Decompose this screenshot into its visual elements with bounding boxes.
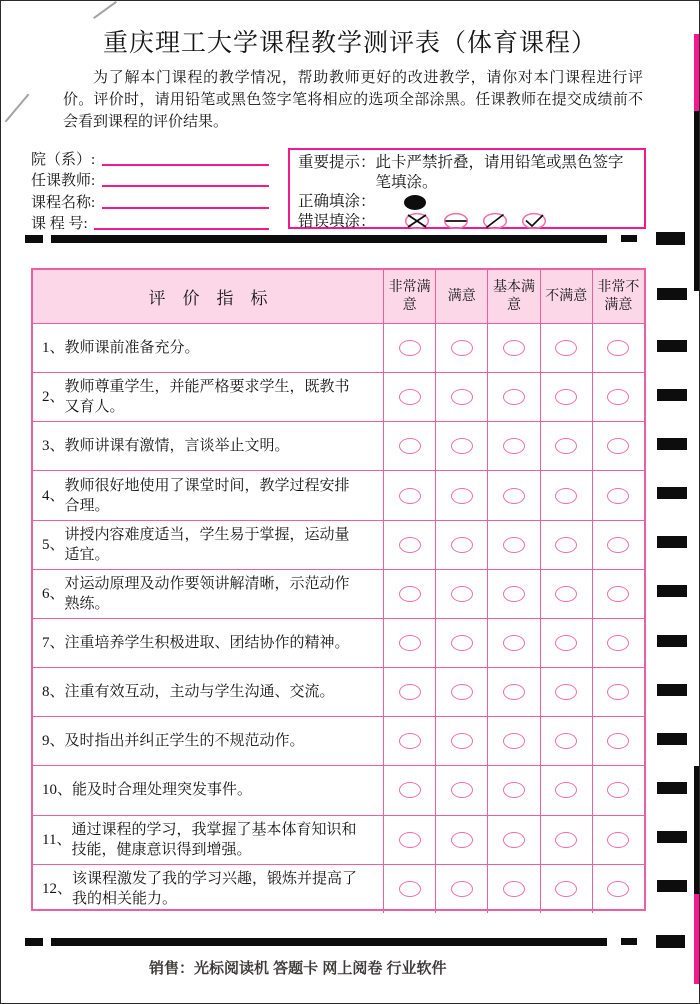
bubble-cell-very-satisfied	[383, 569, 435, 618]
answer-bubble[interactable]	[555, 733, 577, 749]
edge-strip-magenta	[694, 894, 700, 984]
row-criterion-text: 教师很好地使用了课堂时间，教学过程安排合理。	[64, 477, 350, 514]
criterion-cell	[33, 618, 383, 667]
correct-fill-row	[298, 192, 636, 212]
answer-bubble[interactable]	[503, 881, 525, 897]
criterion-cell	[33, 864, 383, 913]
criterion-cell	[33, 323, 383, 372]
answer-bubble[interactable]	[451, 782, 473, 798]
criterion-cell	[33, 667, 383, 716]
field-department	[31, 147, 269, 169]
bubble-cell-satisfied	[435, 421, 487, 470]
row-criterion-text: 通过课程的学习，我掌握了基本体育知识和技能，健康意识得到增强。	[71, 821, 357, 858]
edge-strip-black	[694, 766, 700, 894]
bubble-cell-basically-satisfied	[487, 323, 539, 372]
bubble-cell-basically-satisfied	[487, 520, 539, 569]
bubble-cell-basically-satisfied	[487, 421, 539, 470]
answer-bubble[interactable]	[399, 586, 421, 602]
bubble-cell-basically-satisfied	[487, 372, 539, 421]
answer-bubble[interactable]	[399, 733, 421, 749]
bubble-cell-very-satisfied	[383, 618, 435, 667]
timing-mark	[657, 782, 687, 794]
bubble-cell-very-satisfied	[383, 667, 435, 716]
column-header-very-unsatisfied: 非常不满意	[592, 270, 644, 323]
vendor-footer: 销售：光标阅读机 答题卡 网上阅卷 行业软件	[149, 960, 447, 977]
criteria-header-cell: 评 价 指 标	[33, 270, 383, 323]
answer-bubble[interactable]	[555, 537, 577, 553]
correct-fill-label: 正确填涂：	[298, 193, 376, 210]
row-criterion-text: 教师课前准备充分。	[64, 340, 200, 357]
timing-mark	[656, 935, 685, 948]
wrong-fill-examples	[404, 212, 547, 232]
row-number: 9、	[42, 733, 65, 750]
answer-bubble[interactable]	[607, 340, 629, 356]
bubble-cell-unsatisfied	[540, 520, 592, 569]
answer-bubble[interactable]	[451, 832, 473, 848]
answer-bubble[interactable]	[399, 684, 421, 700]
timing-mark	[657, 635, 687, 647]
bubble-cell-very-satisfied	[383, 864, 435, 913]
bubble-cell-satisfied	[435, 323, 487, 372]
bubble-cell-very-unsatisfied	[592, 372, 644, 421]
bubble-cell-basically-satisfied	[487, 815, 539, 864]
answer-bubble[interactable]	[451, 488, 473, 504]
bubble-cell-unsatisfied	[540, 372, 592, 421]
answer-bubble[interactable]	[607, 782, 629, 798]
answer-bubble[interactable]	[399, 438, 421, 454]
timing-mark	[657, 831, 687, 843]
course-number-input-line[interactable]	[94, 214, 269, 230]
bubble-cell-satisfied	[435, 815, 487, 864]
wrong-fill-row	[298, 212, 636, 232]
row-number: 12、	[42, 880, 73, 897]
answer-bubble[interactable]	[607, 832, 629, 848]
answer-bubble[interactable]	[555, 438, 577, 454]
row-number: 1、	[42, 340, 65, 357]
row-number: 11、	[42, 831, 72, 848]
bubble-cell-unsatisfied	[540, 323, 592, 372]
bubble-cell-satisfied	[435, 864, 487, 913]
bubble-cell-satisfied	[435, 569, 487, 618]
registration-mark	[5, 94, 30, 123]
bubble-cell-very-unsatisfied	[592, 864, 644, 913]
row-criterion-text: 教师讲课有激情，言谈举止文明。	[64, 438, 290, 455]
answer-bubble[interactable]	[399, 340, 421, 356]
horizontal-line-oval-icon	[443, 212, 469, 230]
criterion-cell	[33, 815, 383, 864]
bubble-cell-unsatisfied	[540, 667, 592, 716]
row-criterion-text: 对运动原理及动作要领讲解清晰，示范动作熟练。	[64, 575, 350, 612]
notice-box	[288, 148, 646, 229]
registration-mark	[93, 1, 117, 19]
bubble-cell-basically-satisfied	[487, 618, 539, 667]
answer-bubble[interactable]	[503, 340, 525, 356]
criterion-cell	[33, 569, 383, 618]
timing-mark	[657, 536, 687, 548]
bubble-cell-unsatisfied	[540, 618, 592, 667]
answer-bubble[interactable]	[607, 389, 629, 405]
field-label: 院（系）:	[31, 151, 99, 168]
bubble-cell-unsatisfied	[540, 716, 592, 765]
field-teacher	[31, 169, 269, 191]
instructions-text: 为了解本门课程的教学情况，帮助教师更好的改进教学，请你对本门课程进行评价。评价时，请用铅笔或黑色签字笔将相应的选项全部涂黑。任课教师在提交成绩前不会看到课程的评价结果。	[63, 70, 643, 130]
course-name-input-line[interactable]	[102, 193, 269, 209]
answer-bubble[interactable]	[503, 684, 525, 700]
info-fields	[31, 147, 269, 233]
row-number: 3、	[42, 438, 65, 455]
answer-bubble[interactable]	[555, 782, 577, 798]
bubble-cell-unsatisfied	[540, 470, 592, 519]
bubble-cell-very-satisfied	[383, 716, 435, 765]
bubble-cell-basically-satisfied	[487, 470, 539, 519]
bubble-cell-unsatisfied	[540, 864, 592, 913]
bubble-cell-basically-satisfied	[487, 569, 539, 618]
timing-mark	[657, 487, 687, 499]
answer-bubble[interactable]	[555, 488, 577, 504]
column-header-unsatisfied: 不满意	[540, 270, 592, 323]
department-input-line[interactable]	[102, 150, 269, 166]
row-number: 7、	[42, 635, 65, 652]
bubble-cell-very-unsatisfied	[592, 470, 644, 519]
bubble-cell-unsatisfied	[540, 569, 592, 618]
timing-bar-bottom	[1, 935, 700, 949]
answer-bubble[interactable]	[555, 340, 577, 356]
filled-oval-icon	[404, 195, 426, 210]
field-course-number	[31, 212, 269, 234]
criterion-cell	[33, 421, 383, 470]
criterion-cell	[33, 520, 383, 569]
timing-mark	[657, 288, 687, 300]
answer-bubble[interactable]	[607, 684, 629, 700]
bubble-cell-very-unsatisfied	[592, 323, 644, 372]
answer-bubble[interactable]	[503, 537, 525, 553]
timing-mark	[657, 389, 687, 401]
timing-mark	[657, 438, 687, 450]
bubble-cell-very-unsatisfied	[592, 520, 644, 569]
answer-bubble[interactable]	[451, 586, 473, 602]
row-number: 8、	[42, 684, 65, 701]
field-label: 课 程 号:	[31, 216, 92, 232]
bubble-cell-unsatisfied	[540, 765, 592, 814]
answer-bubble[interactable]	[503, 438, 525, 454]
answer-bubble[interactable]	[451, 537, 473, 553]
notice-label: 重要提示：	[298, 154, 376, 171]
column-header-satisfied: 满意	[435, 270, 487, 323]
row-number: 4、	[42, 487, 65, 504]
timing-mark	[657, 880, 687, 892]
field-label: 课程名称:	[31, 194, 99, 211]
answer-bubble[interactable]	[607, 635, 629, 651]
answer-bubble[interactable]	[451, 684, 473, 700]
row-number: 6、	[42, 585, 65, 602]
row-number: 2、	[42, 389, 65, 406]
bubble-cell-basically-satisfied	[487, 864, 539, 913]
row-criterion-text: 教师尊重学生，并能严格要求学生，既教书又育人。	[64, 379, 350, 416]
timing-mark	[51, 938, 607, 946]
timing-mark	[621, 938, 637, 945]
bubble-cell-very-satisfied	[383, 815, 435, 864]
notice-warning	[298, 153, 636, 192]
bubble-cell-satisfied	[435, 520, 487, 569]
answer-bubble[interactable]	[399, 537, 421, 553]
row-criterion-text: 该课程激发了我的学习兴趣，锻炼并提高了我的相关能力。	[72, 870, 358, 907]
bubble-cell-very-unsatisfied	[592, 667, 644, 716]
answer-bubble[interactable]	[451, 340, 473, 356]
bubble-cell-unsatisfied	[540, 421, 592, 470]
answer-bubble[interactable]	[503, 733, 525, 749]
bubble-cell-very-unsatisfied	[592, 765, 644, 814]
bubble-cell-very-unsatisfied	[592, 421, 644, 470]
check-oval-icon	[521, 212, 547, 230]
answer-bubble[interactable]	[607, 488, 629, 504]
bubble-cell-basically-satisfied	[487, 667, 539, 716]
bubble-cell-very-unsatisfied	[592, 618, 644, 667]
timing-mark	[656, 232, 685, 245]
timing-mark	[621, 235, 637, 242]
criterion-cell	[33, 765, 383, 814]
answer-bubble[interactable]	[451, 635, 473, 651]
column-header-basically-satisfied: 基本满意	[487, 270, 539, 323]
answer-bubble[interactable]	[555, 635, 577, 651]
field-course-name	[31, 190, 269, 212]
edge-strip-magenta	[694, 34, 700, 111]
row-criterion-text: 及时指出并纠正学生的不规范动作。	[64, 733, 305, 750]
answer-bubble[interactable]	[607, 733, 629, 749]
edge-strip-black	[694, 111, 700, 291]
row-criterion-text: 注重培养学生积极进取、团结协作的精神。	[64, 635, 350, 652]
answer-bubble[interactable]	[451, 389, 473, 405]
answer-bubble[interactable]	[399, 635, 421, 651]
bubble-cell-very-satisfied	[383, 372, 435, 421]
bubble-cell-very-satisfied	[383, 765, 435, 814]
bubble-cell-satisfied	[435, 618, 487, 667]
bubble-cell-very-satisfied	[383, 520, 435, 569]
bubble-cell-very-satisfied	[383, 323, 435, 372]
row-number: 5、	[42, 536, 65, 553]
answer-bubble[interactable]	[555, 832, 577, 848]
answer-bubble[interactable]	[607, 537, 629, 553]
bubble-cell-basically-satisfied	[487, 716, 539, 765]
row-number: 10、	[42, 782, 73, 799]
timing-mark	[25, 938, 43, 946]
row-criterion-text: 注重有效互动，主动与学生沟通、交流。	[64, 684, 335, 701]
timing-mark	[657, 340, 687, 352]
answer-bubble[interactable]	[451, 438, 473, 454]
timing-mark	[657, 733, 687, 745]
bubble-cell-very-unsatisfied	[592, 569, 644, 618]
answer-bubble[interactable]	[399, 881, 421, 897]
bubble-cell-satisfied	[435, 667, 487, 716]
timing-mark	[657, 684, 687, 696]
bubble-cell-satisfied	[435, 716, 487, 765]
answer-bubble[interactable]	[503, 389, 525, 405]
notice-text: 此卡严禁折叠，请用铅笔或黑色签字笔填涂。	[375, 154, 624, 191]
answer-bubble[interactable]	[451, 733, 473, 749]
criterion-cell	[33, 470, 383, 519]
timing-mark	[657, 585, 687, 597]
timing-bar-top	[1, 232, 700, 246]
bubble-cell-very-unsatisfied	[592, 716, 644, 765]
answer-bubble[interactable]	[555, 586, 577, 602]
answer-bubble[interactable]	[555, 881, 577, 897]
timing-mark	[25, 235, 43, 243]
answer-bubble[interactable]	[607, 438, 629, 454]
answer-bubble[interactable]	[451, 881, 473, 897]
answer-bubble[interactable]	[607, 586, 629, 602]
answer-bubble[interactable]	[399, 488, 421, 504]
bubble-cell-unsatisfied	[540, 815, 592, 864]
evaluation-table	[31, 268, 646, 911]
bubble-cell-satisfied	[435, 470, 487, 519]
bubble-cell-very-unsatisfied	[592, 815, 644, 864]
answer-bubble[interactable]	[503, 832, 525, 848]
slash-oval-icon	[482, 212, 508, 230]
field-label: 任课教师:	[31, 173, 99, 189]
wrong-fill-label: 错误填涂：	[298, 212, 376, 230]
cross-out-oval-icon	[404, 212, 430, 230]
answer-bubble[interactable]	[399, 832, 421, 848]
answer-bubble[interactable]	[399, 389, 421, 405]
column-header-very-satisfied: 非常满意	[383, 270, 435, 323]
answer-bubble[interactable]	[503, 782, 525, 798]
answer-bubble[interactable]	[503, 635, 525, 651]
bubble-cell-satisfied	[435, 765, 487, 814]
criterion-cell	[33, 372, 383, 421]
timing-mark	[51, 235, 607, 243]
bubble-cell-basically-satisfied	[487, 765, 539, 814]
row-criterion-text: 讲授内容难度适当，学生易于掌握，运动量适宜。	[64, 526, 350, 563]
answer-bubble[interactable]	[399, 782, 421, 798]
bubble-cell-satisfied	[435, 372, 487, 421]
answer-bubble[interactable]	[555, 684, 577, 700]
answer-bubble[interactable]	[503, 586, 525, 602]
answer-bubble[interactable]	[503, 488, 525, 504]
criterion-cell	[33, 716, 383, 765]
answer-bubble[interactable]	[607, 881, 629, 897]
form-title: 重庆理工大学课程教学测评表（体育课程）	[102, 30, 597, 57]
bubble-cell-very-satisfied	[383, 421, 435, 470]
answer-bubble[interactable]	[555, 389, 577, 405]
row-criterion-text: 能及时合理处理突发事件。	[72, 782, 253, 799]
bubble-cell-very-satisfied	[383, 470, 435, 519]
teacher-input-line[interactable]	[102, 171, 269, 187]
